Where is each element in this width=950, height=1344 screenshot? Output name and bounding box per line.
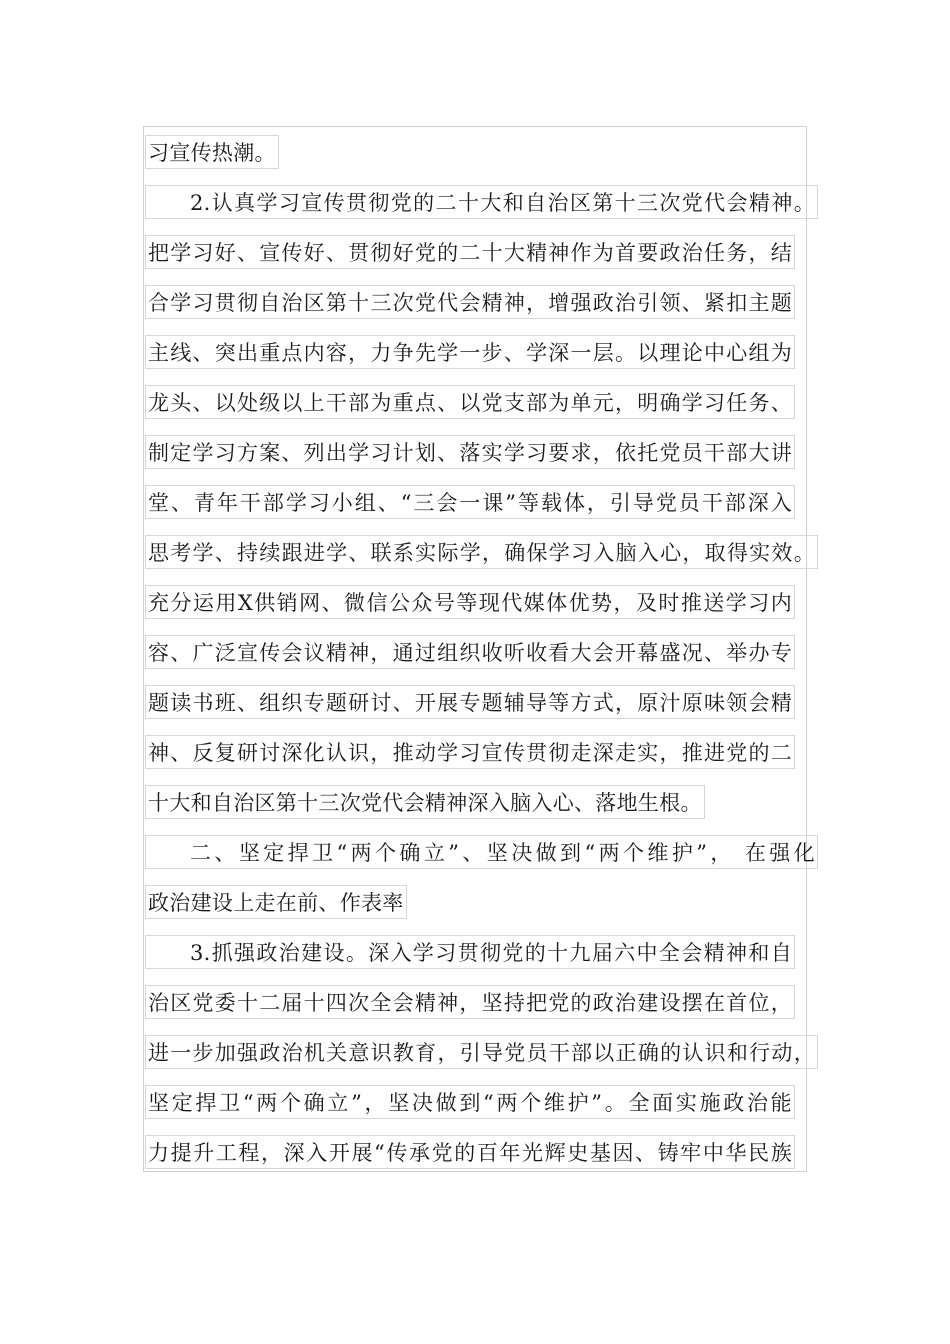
text-line: 坚定捍卫“两个确立”，坚决做到“两个维护”。全面实施政治能 [145,1085,795,1119]
text-line: 堂、青年干部学习小组、“三会一课”等载体，引导党员干部深入 [145,485,795,519]
text-line: 充分运用X供销网、微信公众号等现代媒体优势，及时推送学习内 [145,585,795,619]
text-line: 治区党委十二届十四次全会精神，坚持把党的政治建设摆在首位， [145,985,795,1019]
section-heading-line: 二、坚定捍卫“两个确立”、坚决做到“两个维护”， 在强化 [145,835,818,869]
text-line: 神、反复研讨深化认识，推动学习宣传贯彻走深走实，推进党的二 [145,735,795,769]
text-line: 进一步加强政治机关意识教育，引导党员干部以正确的认识和行动， [145,1035,818,1069]
text-line: 主线、突出重点内容，力争先学一步、学深一层。以理论中心组为 [145,335,795,369]
text-line: 把学习好、宣传好、贯彻好党的二十大精神作为首要政治任务，结 [145,235,795,269]
text-line: 题读书班、组织专题研讨、开展专题辅导等方式，原汁原味领会精 [145,685,795,719]
text-line: 力提升工程，深入开展“传承党的百年光辉史基因、铸牢中华民族 [145,1135,795,1169]
text-line: 容、广泛宣传会议精神，通过组织收听收看大会开幕盛况、举办专 [145,635,795,669]
section-heading-line: 政治建设上走在前、作表率 [145,885,407,919]
text-line: 2.认真学习宣传贯彻党的二十大和自治区第十三次党代会精神。 [145,185,818,219]
text-line: 龙头、以处级以上干部为重点、以党支部为单元，明确学习任务、 [145,385,795,419]
text-line: 合学习贯彻自治区第十三次党代会精神，增强政治引领、紧扣主题 [145,285,795,319]
text-line: 制定学习方案、列出学习计划、落实学习要求，依托党员干部大讲 [145,435,795,469]
text-line: 习宣传热潮。 [145,135,279,169]
text-line: 思考学、持续跟进学、联系实际学，确保学习入脑入心，取得实效。 [145,535,818,569]
text-line: 十大和自治区第十三次党代会精神深入脑入心、落地生根。 [145,785,705,819]
text-line: 3.抓强政治建设。深入学习贯彻党的十九届六中全会精神和自 [145,935,795,969]
